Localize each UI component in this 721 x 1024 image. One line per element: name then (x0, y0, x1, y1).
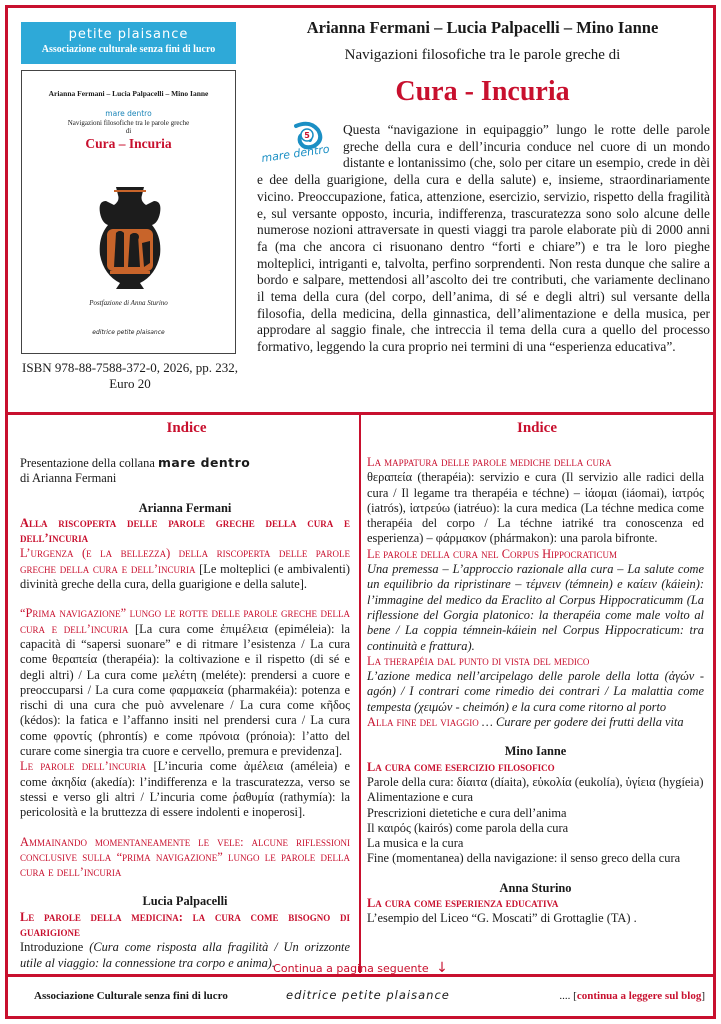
author-heading: Anna Sturino (499, 880, 572, 895)
description-text: Questa “navigazione in equipaggio” lungo le rotte delle parole greche della cura e dell’incuria conduce nel cuore di un mondo distante e lontanissimo (che, solo per citare un esempio, crede in dèi e dee della guarigione, della cura e della salute) e, insieme, straordinariamente vicino. Preoccupazione, fatica, attenzione, esercizio, servizio, rispetto della fragilità e, sul versante opposto, incuria, indifferenza, trascuratezza sono solo alcune delle numerose nozioni attraversate in questi viaggi tra parole elaborate più di 2000 anni fa (ma che ancora ci risuonano dentro “forti e chiare”) e tra le loro pieghe molteplici, intriganti e, talvolta, perfino sorprendenti. Non resta dunque che salire a bordo e salpare, mettendosi all’ascolto dei tre contributi, che variamente declinano il tema della cura (del corpo, dell’anima, di sé e degli altri) sul versante della filosofia, della medicina, della ginnastica, dell’alimentazione e della musica, per approdare al saggio finale, che intreccia il tema della cura a quello del processo formativo, leggendo la cura proprio nei termini di una “esperienza educativa”. (257, 122, 710, 355)
column-divider (359, 413, 361, 973)
section-text: L’azione medica nell’arcipelago delle parole della lotta (ἀγών - agón) / I contrari come rimedio dei contrari / La malattia come tempesta (χειμών - cheimón) e la cura come ritorno al porto (367, 669, 704, 714)
footer-blog (559, 990, 705, 1002)
publisher-brand (21, 22, 236, 64)
list-item: La musica e la cura (367, 836, 464, 851)
section-text: [L’incuria come ἀμέλεια (améleia) e come ἀκηδία (akedía): l’indifferenza e la trascuratezza, verso se stessi e verso gli altri / L’incuria come ῥαθυμία (rathymía): la pericolosità e la bruttezza di essere indolenti e inoperosi]. (20, 759, 350, 820)
author-heading: Mino Ianne (504, 744, 567, 759)
chapter-paragraph (20, 606, 350, 759)
section-text: … Curare per godere dei frutti della vita (478, 715, 684, 730)
isbn-line: ISBN 978-88-7588-372-0, 2026, pp. 232, (22, 360, 238, 375)
list-item: L’esempio del Liceo “G. Moscati” di Grottaglie (TA) . (367, 911, 637, 926)
book-description (257, 122, 710, 356)
section-text: Introduzione (20, 940, 84, 955)
author-heading: Lucia Palpacelli (142, 894, 228, 909)
header-authors: Arianna Fermani – Lucia Palpacelli – Mino Ianne (306, 18, 659, 37)
presentazione-author: di Arianna Fermani (20, 471, 117, 486)
cover-authors: Arianna Fermani – Lucia Palpacelli – Mino Ianne (48, 89, 209, 98)
section-title: Le parole della cura nel Corpus Hippocraticum (367, 546, 618, 561)
section-text: [Le molteplici (e ambivalenti) divinità greche della cura, della guarigione e della salute]. (20, 561, 350, 592)
brand-subtitle: Associazione culturale senza fini di lucro (41, 44, 216, 55)
section-text: Una premessa – L’approccio razionale alla cura – La salute come un equilibrio da ripristinare – τέμνειν (témnein) e καίειν (káiein): l’immagine del medico da Eraclito al Corpus Hippocraticumm (La riflessione del Gorgia platonico: la therapéia come male volto al bene / La coppia témnein-káiein nel Corpus Hippocraticum: tra continuità e frattura). (367, 562, 704, 653)
down-arrow-icon: ↓ (436, 960, 448, 976)
svg-text:5: 5 (304, 131, 310, 140)
section-title: La mappatura delle parole mediche della cura (367, 455, 612, 469)
cover-publisher: editrice petite plaisance (92, 329, 165, 336)
page-footer (8, 977, 713, 1016)
list-item: Alimentazione e cura (367, 790, 473, 805)
presentazione-text: Presentazione della collana (20, 456, 155, 470)
cover-di: di (125, 127, 132, 135)
section-title: “Prima navigazione” lungo le rotte delle parole greche della cura e dell’incuria (20, 606, 350, 636)
indice-right-column (367, 455, 704, 927)
section-subtopics: (Cura come risposta alla fragilità / Un orizzonte utile al viaggio: la connessione tra corpo e anima). (20, 940, 350, 970)
chapter-paragraph (20, 759, 350, 820)
cover-subtitle: Navigazioni filosofiche tra le parole greche (67, 119, 190, 127)
chapter-heading: La cura come esperienza educativa (367, 896, 559, 911)
series-name: mare dentro (157, 455, 251, 470)
list-item: Fine (momentanea) della navigazione: il senso greco della cura (367, 851, 681, 866)
presentazione (20, 455, 350, 487)
brand-name: petite plaisance (68, 27, 189, 42)
section-title: Le parole dell’incuria (20, 759, 147, 774)
cover-title: Cura – Incuria (85, 136, 172, 151)
footer-suffix: ] (701, 990, 705, 1002)
chapter-heading: La cura come esercizio filosofico (367, 759, 555, 774)
continue-text: Continua a pagina seguente (273, 962, 429, 975)
footer-publisher: editrice petite plaisance (286, 988, 450, 1002)
chapter-paragraph (20, 546, 350, 592)
header-subtitle: Navigazioni filosofiche tra le parole greche di (344, 47, 621, 63)
logo-spacer (257, 122, 343, 168)
section-paragraph (367, 715, 704, 730)
indice-heading-right: Indice (516, 420, 557, 436)
list-item: Il καιρός (kairós) come parola della cura (367, 820, 569, 835)
section-title: L’urgenza (e la bellezza) della riscoperta delle parole greche della cura e dell’incuria (20, 546, 350, 576)
price-line: Euro 20 (109, 376, 151, 391)
logo-text: mare dentro (260, 142, 331, 165)
amphora-icon (90, 183, 170, 293)
continue-link[interactable] (0, 960, 721, 976)
indice-left-column (20, 455, 350, 971)
section-text: [La cura come ἐπιμέλεια (epiméleia): la capacità di “sapersi suonare” e di ritmare l’esistenza / La cura come θεραπεία (therapéia): la coltivazione e il rispetto (di sé e degli altri) / La cura come μελέτη (meléte): prendersi a cuore e preoccuparsi / La cura come φαρμακεία (pharmakéia): potenza e rischi di una cura che può avvelenare / La cura come κῆδος (kédos): la fatica e l’affanno insiti nel prendersi cura / La cura come φροντίς (phrontís) e come πρόνοια (prónoia): l’atto del curare come sinergia tra cuore e cervello, premura e previdenza]. (20, 621, 350, 759)
cover-postfazione: Postfazione di Anna Sturino (89, 299, 168, 307)
blog-link[interactable]: continua a leggere sul blog (576, 990, 702, 1002)
indice-heading-left: Indice (166, 420, 207, 436)
section-title: Alla fine del viaggio (367, 715, 479, 730)
cover-series: mare dentro (105, 109, 152, 118)
list-item: Parole della cura: δίαιτα (díaita), εὐκολία (eukolía), ὑγίεια (hygíeia) (367, 774, 704, 789)
chapter-heading: Le parole della medicina: la cura come bisogno di guarigione (20, 909, 350, 940)
author-heading: Arianna Fermani (138, 500, 232, 515)
footer-prefix: .... [ (559, 990, 577, 1002)
section-title: La therapéia dal punto di vista del medico (367, 653, 590, 668)
book-title: Cura - Incuria (395, 76, 570, 107)
chapter-heading: Alla riscoperta delle parole greche della cura e dell’incuria (20, 515, 350, 546)
footer-association: Associazione Culturale senza fini di lucro (34, 990, 228, 1002)
isbn-info (21, 360, 239, 392)
list-item: Prescrizioni dietetiche e cura dell’anima (367, 805, 567, 820)
book-cover (21, 70, 236, 354)
section-title: Ammainando momentaneamente le vele: alcune riflessioni conclusive sulla “prima navigazione” lungo le parole della cura e dell’incuria (20, 834, 350, 880)
section-text: θεραπεία (therapéia): servizio e cura (Il servizio alle radici della cura / Il legame tra therapéia e téchne) – ἰάομαι (iáomai), ἰατρός (iatrós), ἰατρεύω (iatréuo): la cura medica (La téchne medica come therapéia del corpo / La téchne iatriké tra conoscenza ed esperienza) – φάρμακον (phármakon): una parola bifronte. (367, 470, 704, 546)
